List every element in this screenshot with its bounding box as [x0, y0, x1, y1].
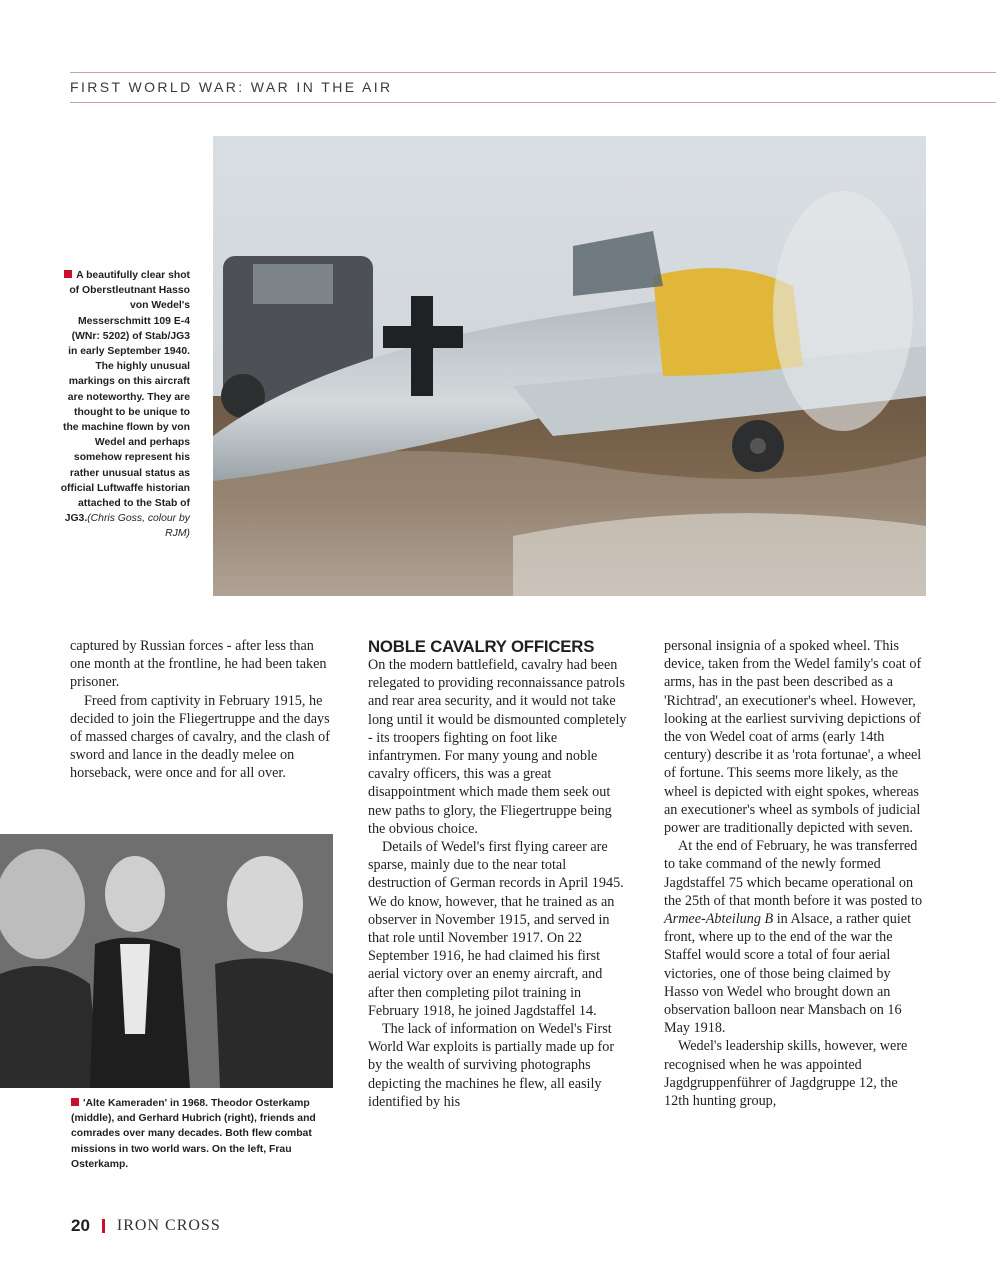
- col2-paragraph-2: Details of Wedel's first flying career are sparse, mainly due to the near total destruction of German records in April 1945. We do know, however, that he trained as an observer in November 1915, and served in that role until November 1917. On 22 September 1916, he had claimed his first aerial victory over an enemy aircraft, and after then completing pilot training in February 1918, he joined Jagdstaffel 14.: [368, 839, 624, 1019]
- veterans-photo-illustration: [0, 834, 333, 1088]
- aircraft-caption-text: A beautifully clear shot of Oberstleutnant Hasso von Wedel's Messerschmitt 109 E-4 (WNr: 5202) of Stab/JG3 in early September 1940. The highly unusual markings on this aircraft are noteworthy. They are thought to be unique to the machine flown by von Wedel and perhaps somehow represent his rather unusual status as official Luftwaffe historian attached to the Stab of JG3.: [60, 270, 190, 525]
- col1-paragraph-2: Freed from captivity in February 1915, he decided to join the Fliegertruppe and the days of massed charges of cavalry, and the clash of sword and lance in the deadly melee on horseback, were once and for all over.: [70, 692, 331, 782]
- text-column-1: [70, 637, 332, 783]
- aircraft-photo-caption: [60, 268, 190, 542]
- col3-paragraph-1: personal insignia of a spoked wheel. This device, taken from the Wedel family's coat of arms, has in the past been described as a 'Richtrad', an executioner's wheel. However, looking at the earliest surviving depictions of the von Wedel coat of arms (early 14th century) describe it as 'rota fortunae', a wheel of fortune. This seems more likely, as the wheel is depicted with eight spokes, whereas an executioner's wheel as symbols of judicial power are traditionally depicted with seven.: [664, 638, 922, 837]
- veterans-photo: [0, 834, 333, 1088]
- magazine-name: IRON CROSS: [116, 1217, 221, 1234]
- photo-credit: (Chris Goss, colour by RJM): [87, 513, 190, 540]
- header-rule-bottom: [70, 102, 996, 103]
- col2-paragraph-1: On the modern battlefield, cavalry had been relegated to providing reconnaissance patrols and rear area security, and it would not take long until it would be dismounted completely - its troopers fighting on foot like infantrymen. For many young and noble cavalry officers, this was a great disappointment which made them seek out new paths to glory, the Fliegertruppe being the obvious choice.: [368, 657, 627, 837]
- aircraft-photo: [213, 136, 926, 596]
- caption-bullet-icon: [71, 1098, 79, 1106]
- col3-paragraph-2-text-b: in Alsace, a rather quiet front, where up to the end of the war the Staffel would score a total of four aerial victories, one of those being claimed by Hasso von Wedel who brought down an observation balloon near Mansbach on 16 May 1918.: [664, 911, 912, 1037]
- col3-paragraph-2-text-a: At the end of February, he was transferred to take command of the newly formed Jagdstaffel 75 which became operational on the 25th of that month before it was posted to: [664, 838, 923, 909]
- page-footer: [71, 1216, 221, 1236]
- caption-bullet-icon: [64, 270, 72, 278]
- footer-divider: [102, 1219, 105, 1233]
- aircraft-photo-illustration: [213, 136, 926, 596]
- col3-paragraph-3: Wedel's leadership skills, however, were recognised when he was appointed Jagdgruppenführer of Jagdgruppe 12, the 12th hunting group,: [664, 1038, 908, 1110]
- section-header: FIRST WORLD WAR: WAR IN THE AIR: [70, 79, 393, 95]
- text-column-3: [664, 637, 926, 1110]
- col3-paragraph-2: [664, 837, 926, 1037]
- text-column-2: [368, 637, 630, 1111]
- veterans-photo-caption: [71, 1096, 333, 1172]
- page-number: 20: [71, 1216, 90, 1235]
- col2-paragraph-3: The lack of information on Wedel's First World War exploits is partially made up for by the wealth of surviving photographs depicting the machines he flew, all easily identified by his: [368, 1021, 615, 1110]
- col1-paragraph-1: captured by Russian forces - after less than one month at the frontline, he had been taken prisoner.: [70, 638, 327, 691]
- header-rule-top: [70, 72, 996, 73]
- veterans-caption-text: 'Alte Kameraden' in 1968. Theodor Osterkamp (middle), and Gerhard Hubrich (right), friends and comrades over many decades. Both flew combat missions in two world wars. On the left, Frau Osterkamp.: [71, 1098, 316, 1170]
- section-heading: NOBLE CAVALRY OFFICERS: [368, 637, 595, 656]
- army-detachment-name: Armee-Abteilung B: [664, 911, 774, 928]
